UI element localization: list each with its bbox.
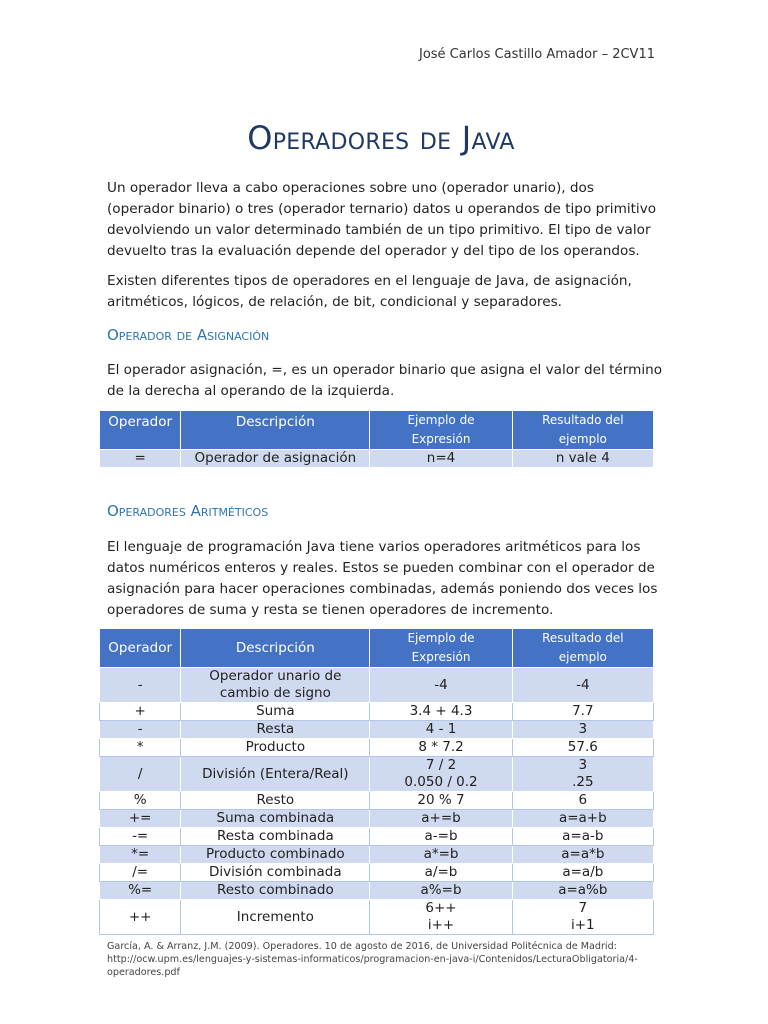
table-row [100, 882, 654, 900]
cell-resultado: -4 [512, 668, 653, 703]
cell-ejemplo: a-=b [370, 828, 512, 846]
cell-descripcion: Resto combinado [181, 882, 370, 900]
cell-resultado: a=a*b [512, 846, 653, 864]
cell-descripcion: Operador de asignación [181, 450, 370, 468]
header-descripcion: Descripción [181, 411, 370, 450]
heading-asignacion: Operador de Asignación [107, 326, 270, 344]
cell-operador: * [100, 739, 181, 757]
cell-descripcion: Resto [181, 792, 370, 810]
cell-descripcion: Suma combinada [181, 810, 370, 828]
cell-resultado: 57.6 [512, 739, 653, 757]
cell-descripcion: Resta combinada [181, 828, 370, 846]
cell-ejemplo: n=4 [370, 450, 512, 468]
cell-operador: = [100, 450, 181, 468]
header-descripcion: Descripción [181, 629, 370, 668]
cell-operador: %= [100, 882, 181, 900]
cell-descripcion: Operador unario de cambio de signo [181, 668, 370, 703]
asignacion-paragraph: El operador asignación, =, es un operador binario que asigna el valor del término de la derecha al operando de la izquierda. [107, 362, 663, 399]
cell-ejemplo: 4 - 1 [370, 721, 512, 739]
cell-operador: -= [100, 828, 181, 846]
table-row [100, 846, 654, 864]
cell-operador: % [100, 792, 181, 810]
heading-aritmeticos: Operadores Aritméticos [107, 502, 269, 520]
table-row [100, 668, 654, 703]
cell-descripcion: Suma [181, 703, 370, 721]
header-author: José Carlos Castillo Amador – 2CV11 [418, 47, 655, 62]
cell-descripcion: Resta [181, 721, 370, 739]
cell-ejemplo: 7 / 2 0.050 / 0.2 [370, 757, 512, 792]
cell-resultado: 7.7 [512, 703, 653, 721]
table-row [100, 810, 654, 828]
cell-ejemplo: 6++ i++ [370, 900, 512, 935]
table-header-row [100, 629, 654, 668]
header-ejemplo: Ejemplo de Expresión [370, 411, 512, 450]
cell-resultado: 6 [512, 792, 653, 810]
cell-operador: ++ [100, 900, 181, 935]
cell-operador: - [100, 721, 181, 739]
table-row [100, 450, 654, 468]
table-row [100, 757, 654, 792]
table-row [100, 721, 654, 739]
cell-descripcion: Producto combinado [181, 846, 370, 864]
cell-resultado: 7 i+1 [512, 900, 653, 935]
table-asignacion [99, 410, 654, 468]
table-row [100, 828, 654, 846]
intro-paragraph-1: Un operador lleva a cabo operaciones sobre uno (operador unario), dos (operador binario) o tres (operador ternario) datos u operandos de tipo primitivo devolviendo un valor determinado también de un tipo primitivo. El tipo de valor devuelto tras la evaluación depende del operador y del tipo de los operandos. [107, 180, 657, 259]
cell-resultado: 3 [512, 721, 653, 739]
header-operador: Operador [100, 629, 181, 668]
intro-paragraph-2: Existen diferentes tipos de operadores en el lenguaje de Java, de asignación, aritméticos, lógicos, de relación, de bit, condicional y separadores. [107, 273, 632, 310]
header-operador: Operador [100, 411, 181, 450]
cell-resultado: a=a%b [512, 882, 653, 900]
cell-ejemplo: a*=b [370, 846, 512, 864]
cell-operador: /= [100, 864, 181, 882]
cell-descripcion: División combinada [181, 864, 370, 882]
page-title: Operadores de Java [247, 119, 515, 158]
cell-ejemplo: 3.4 + 4.3 [370, 703, 512, 721]
cell-operador: / [100, 757, 181, 792]
table-row [100, 792, 654, 810]
aritmeticos-paragraph: El lenguaje de programación Java tiene varios operadores aritméticos para los datos numéricos enteros y reales. Estos se pueden combinar con el operador de asignación para hacer operaciones combinadas, además poniendo dos veces los operadores de suma y resta se tienen operadores de incremento. [107, 539, 658, 618]
cell-ejemplo: a+=b [370, 810, 512, 828]
table-row [100, 703, 654, 721]
footnote-citation: García, A. & Arranz, J.M. (2009). Operadores. 10 de agosto de 2016, de Universidad Politécnica de Madrid: http://ocw.upm.es/lenguajes-y-sistemas-informaticos/programacion-en-java-i/Contenidos/LecturaObligatoria/4-operadores.pdf [107, 941, 638, 978]
cell-resultado: n vale 4 [512, 450, 653, 468]
cell-ejemplo: -4 [370, 668, 512, 703]
header-ejemplo: Ejemplo de Expresión [370, 629, 512, 668]
cell-operador: + [100, 703, 181, 721]
table-row [100, 900, 654, 935]
cell-resultado: a=a+b [512, 810, 653, 828]
header-resultado: Resultado del ejemplo [512, 411, 653, 450]
cell-descripcion: Producto [181, 739, 370, 757]
table-header-row [100, 411, 654, 450]
table-row [100, 739, 654, 757]
cell-operador: += [100, 810, 181, 828]
cell-resultado: a=a-b [512, 828, 653, 846]
cell-ejemplo: 8 * 7.2 [370, 739, 512, 757]
table-row [100, 864, 654, 882]
cell-descripcion: Incremento [181, 900, 370, 935]
cell-ejemplo: a/=b [370, 864, 512, 882]
cell-ejemplo: 20 % 7 [370, 792, 512, 810]
cell-ejemplo: a%=b [370, 882, 512, 900]
table-aritmeticos [99, 628, 654, 935]
cell-operador: *= [100, 846, 181, 864]
header-resultado: Resultado del ejemplo [512, 629, 653, 668]
cell-resultado: 3 .25 [512, 757, 653, 792]
cell-descripcion: División (Entera/Real) [181, 757, 370, 792]
cell-resultado: a=a/b [512, 864, 653, 882]
cell-operador: - [100, 668, 181, 703]
